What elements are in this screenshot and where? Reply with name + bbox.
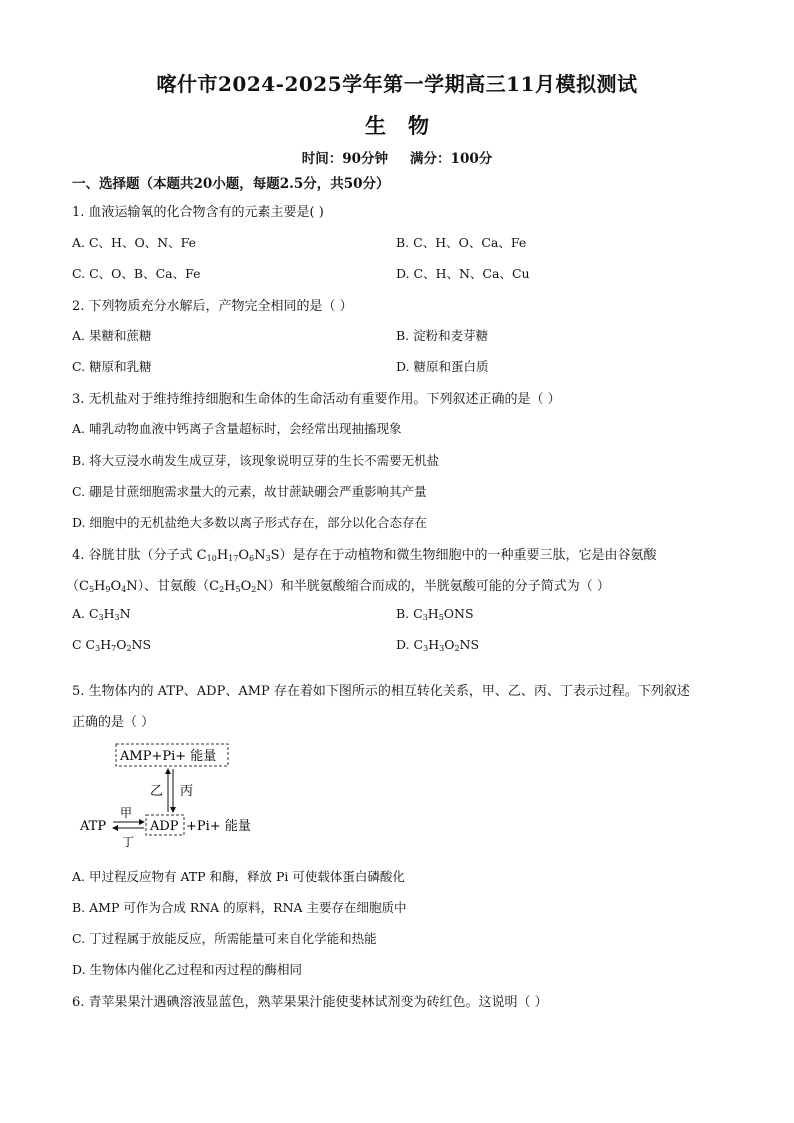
q1-option-b: B. C、H、O、Ca、Fe [396, 235, 527, 250]
q5-stem-line2: 正确的是（ ） [72, 715, 155, 730]
amp-label: AMP+Pi+ 能量 [120, 749, 217, 764]
q3-stem: 3. 无机盐对于维持维持细胞和生命体的生命活动有重要作用。下列叙述正确的是（ ） [72, 392, 561, 407]
q4-option-d: D. $C_3H_3O_2NS$ [396, 637, 480, 653]
section-heading: 一、选择题（本题共20小题，每题2.5分，共50分） [72, 176, 390, 192]
q1-option-d: D. C、H、N、Ca、Cu [396, 266, 530, 281]
exam-score: 满分：100分 [410, 151, 493, 167]
adp-rest-label: +Pi+ 能量 [186, 819, 251, 834]
exam-time: 时间：90分钟 [301, 151, 389, 167]
q5-option-b: B. AMP 可作为合成 RNA 的原料，RNA 主要存在细胞质中 [72, 900, 407, 915]
q6-stem: 6. 青苹果果汁遇碘溶液显蓝色，熟苹果果汁能使斐林试剂变为砖红色。这说明（ ） [72, 995, 548, 1010]
q2-option-c: C. 糖原和乳糖 [72, 359, 152, 374]
q3-option-c: C. 硼是甘蔗细胞需求量大的元素，故甘蔗缺硼会严重影响其产量 [72, 484, 427, 499]
ding-label: 丁 [122, 835, 135, 849]
jia-label: 甲 [120, 806, 133, 820]
adp-label: ADP [150, 819, 179, 834]
exam-meta [0, 147, 794, 167]
q5-option-c: C. 丁过程属于放能反应，所需能量可来自化学能和热能 [72, 931, 377, 946]
q5-option-d: D. 生物体内催化乙过程和丙过程的酶相同 [72, 962, 303, 977]
q3-option-b: B. 将大豆浸水萌发生成豆芽，该现象说明豆芽的生长不需要无机盐 [72, 453, 440, 468]
q2-option-a: A. 果糖和蔗糖 [72, 328, 152, 343]
q3-option-d: D. 细胞中的无机盐绝大多数以离子形式存在，部分以化合态存在 [72, 515, 428, 530]
q4-option-c: C $C_3H_7O_2NS$ [72, 637, 152, 653]
exam-title: 喀什市2024-2025学年第一学期高三11月模拟测试 [156, 72, 638, 96]
q4-stem-line1: 4. 谷胱甘肽（分子式 $C_{10}H_{17}O_6N_3S$）是存在于动植物和微生物细胞中的一种重要三肽，它是由谷氨酸 [72, 548, 657, 563]
q5-option-a: A. 甲过程反应物有 ATP 和酶，释放 Pi 可使载体蛋白磷酸化 [72, 869, 405, 884]
atp-label: ATP [80, 819, 107, 834]
q1-option-c: C. C、O、B、Ca、Fe [72, 266, 201, 281]
atp-conversion-diagram [78, 742, 278, 852]
q4-option-a: A. $C_3H_3N$ [72, 606, 131, 622]
subject-title: 生物 [365, 113, 451, 138]
q2-option-d: D. 糖原和蛋白质 [396, 359, 489, 374]
q2-option-b: B. 淀粉和麦芽糖 [396, 328, 489, 343]
q3-option-a: A. 哺乳动物血液中钙离子含量超标时，会经常出现抽搐现象 [72, 421, 402, 436]
q1-stem: 1. 血液运输氧的化合物含有的元素主要是( ) [72, 205, 324, 220]
q1-option-a: A. C、H、O、N、Fe [72, 235, 197, 250]
yi-label: 乙 [150, 784, 164, 799]
q2-stem: 2. 下列物质充分水解后，产物完全相同的是（ ） [72, 299, 353, 314]
q5-stem-line1: 5. 生物体内的 ATP、ADP、AMP 存在着如下图所示的相互转化关系，甲、乙、丙、丁表示过程。下列叙述 [72, 684, 690, 699]
bing-label: 丙 [180, 784, 194, 799]
q4-stem-line2: $(C_5H_9O_4N)$、甘氨酸$(C_2H_5O_2N)$和半胱氨酸缩合而成的，半胱氨酸可能的分子简式为（ ） [66, 579, 610, 594]
q4-option-b: B. $C_3H_5ONS$ [396, 606, 474, 622]
